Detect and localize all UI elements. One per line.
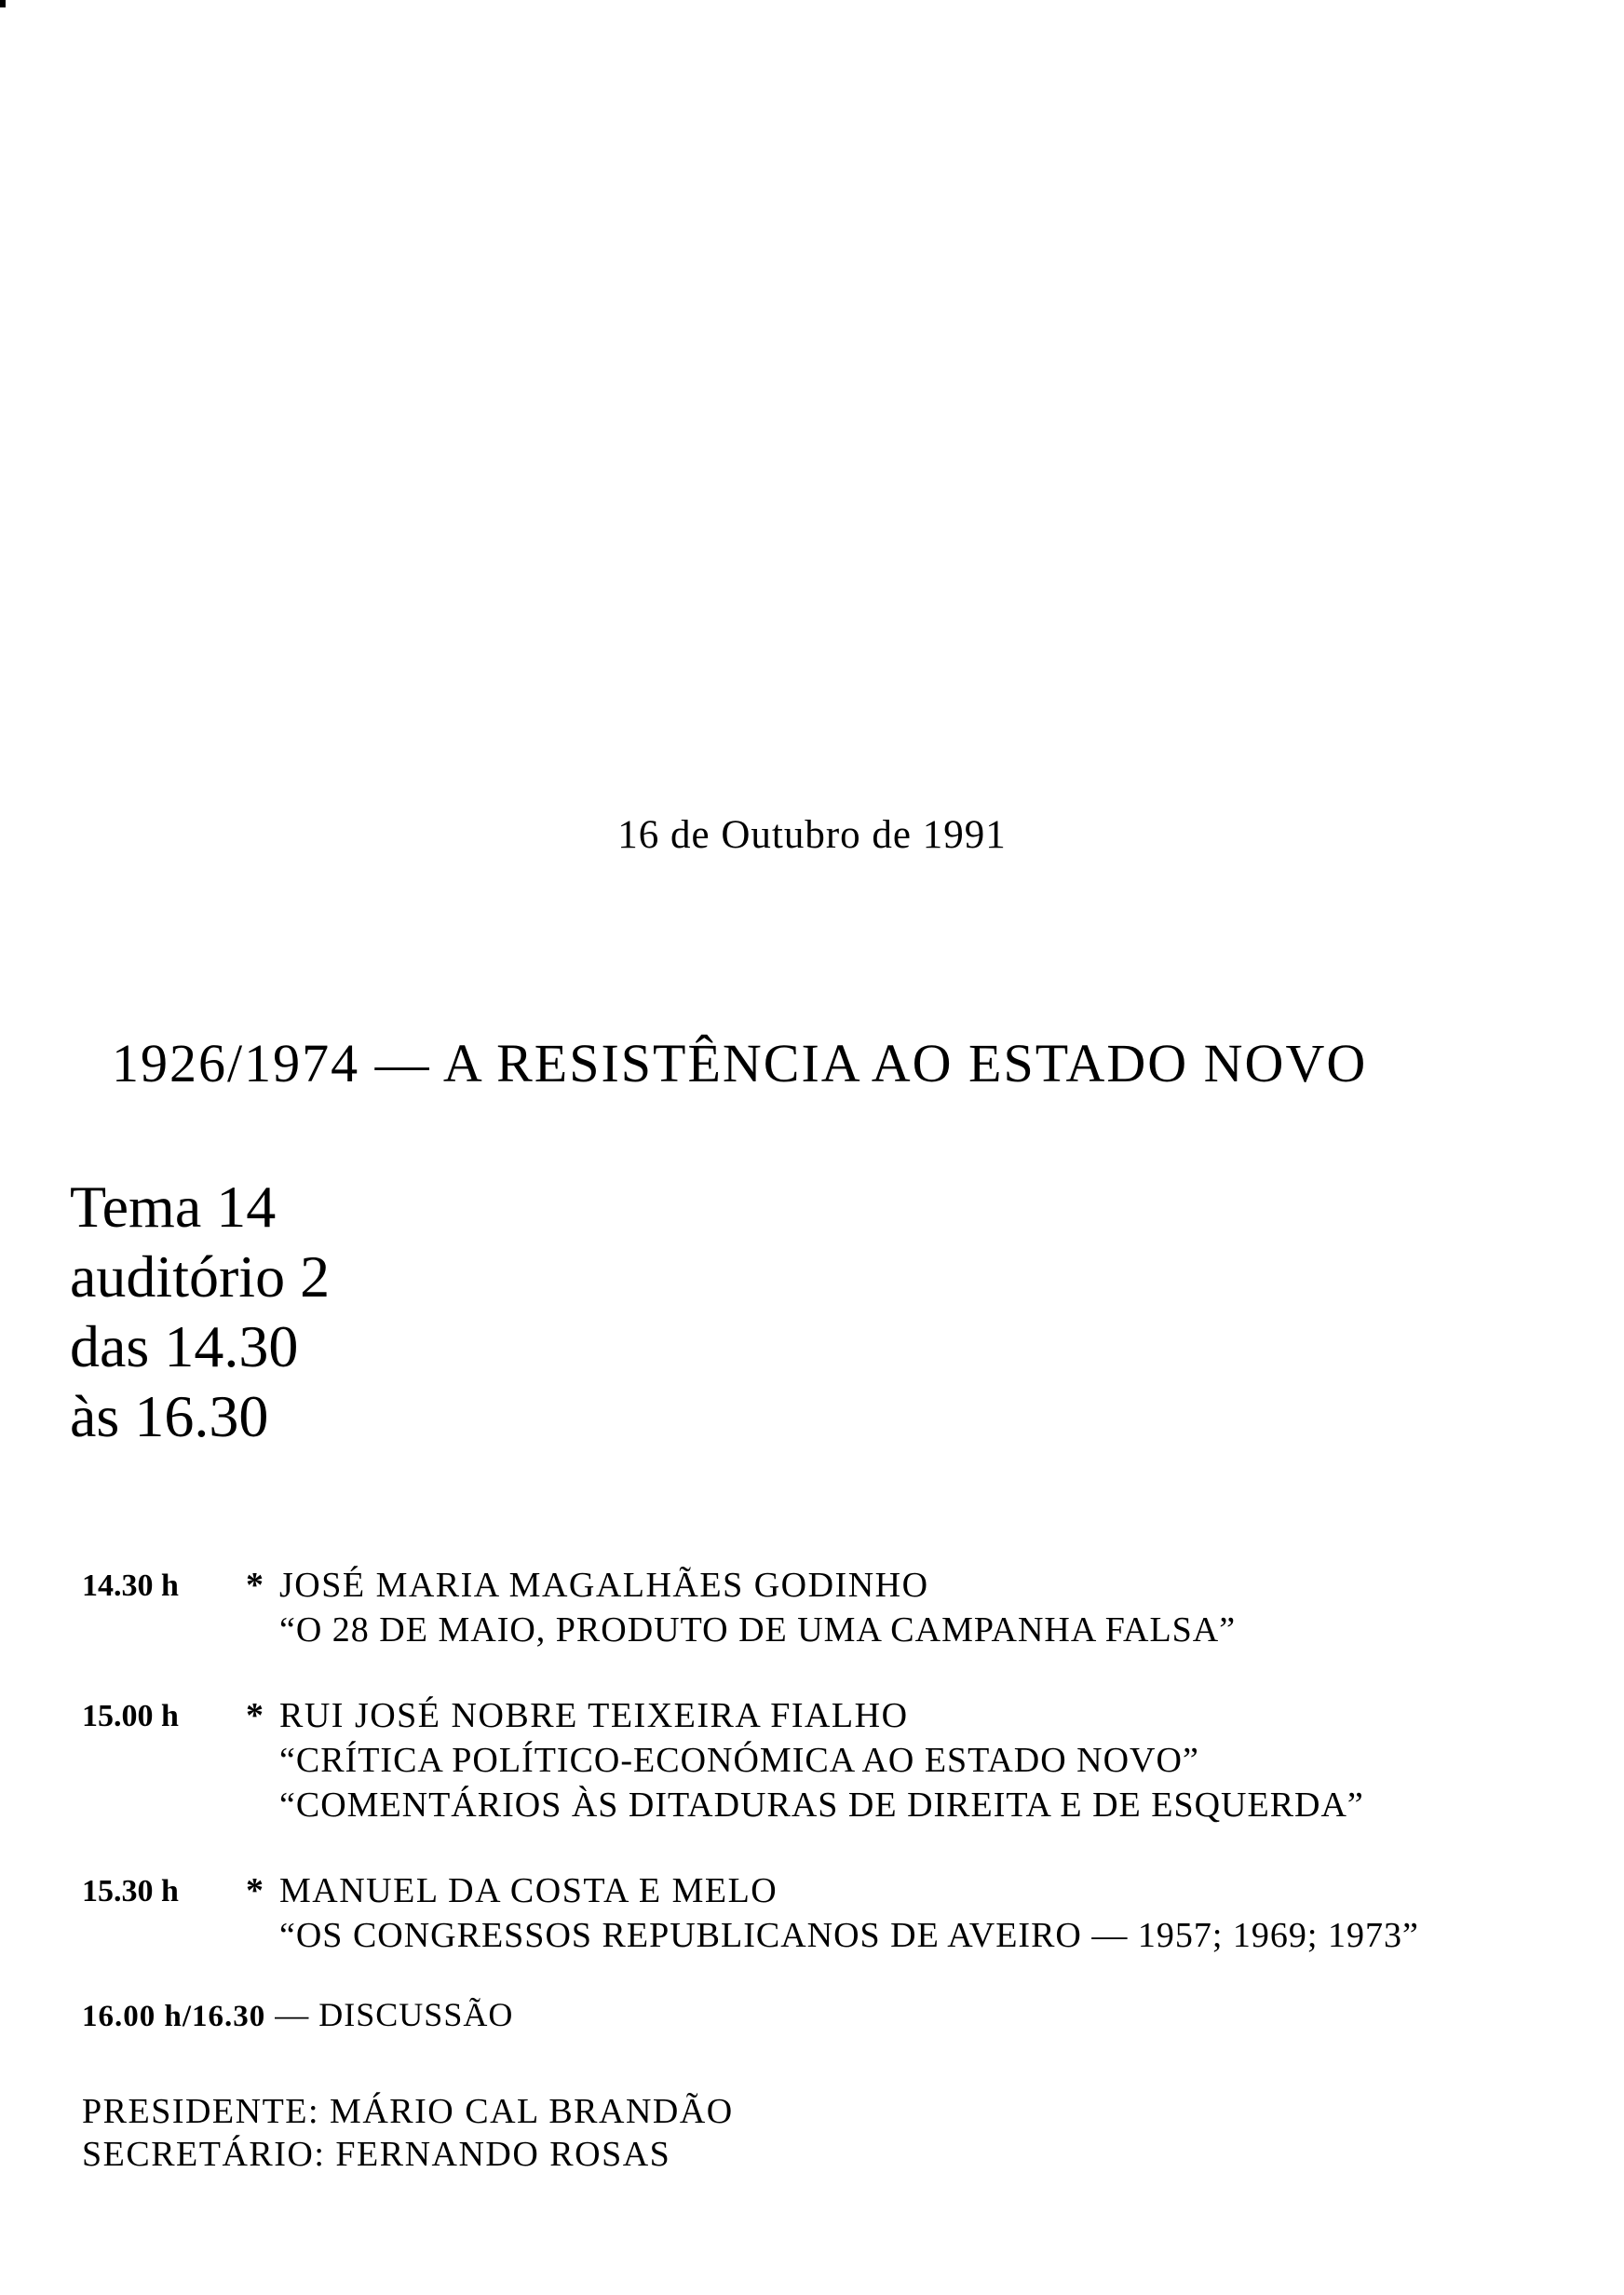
- discussion-label: — DISCUSSÃO: [275, 1996, 514, 2033]
- slot-time: 15.30 h: [82, 1874, 179, 1908]
- speaker-name: * RUI JOSÉ NOBRE TEIXEIRA FIALHO: [246, 1693, 1572, 1738]
- talk-title: “COMENTÁRIOS ÀS DITADURAS DE DIREITA E DE ESQUERDA”: [279, 1786, 1364, 1825]
- session-info: [70, 1172, 330, 1451]
- slot-time: 15.00 h: [82, 1699, 179, 1733]
- discussion-slot: [82, 1995, 1572, 2034]
- session-theme: Tema 14: [70, 1174, 277, 1240]
- bullet-icon: *: [246, 1871, 265, 1910]
- session-room: auditório 2: [70, 1243, 331, 1310]
- page-title: 1926/1974 — A RESISTÊNCIA AO ESTADO NOVO: [112, 1033, 1368, 1093]
- bullet-icon: *: [246, 1566, 265, 1605]
- scan-corner-mark: [0, 0, 6, 7]
- session-start: das 14.30: [70, 1313, 299, 1379]
- session-end: às 16.30: [70, 1383, 269, 1449]
- schedule-slot: [82, 1868, 1572, 1958]
- president: PRESIDENTE: MÁRIO CAL BRANDÃO: [82, 2092, 734, 2131]
- talk-title: “O 28 DE MAIO, PRODUTO DE UMA CAMPANHA FALSA”: [279, 1610, 1237, 1650]
- talk-title: “CRÍTICA POLÍTICO-ECONÓMICA AO ESTADO NOVO”: [279, 1741, 1199, 1780]
- talk-title: “OS CONGRESSOS REPUBLICANOS DE AVEIRO — 1957; 1969; 1973”: [279, 1916, 1419, 1955]
- event-date: 16 de Outubro de 1991: [617, 813, 1007, 857]
- schedule-slot: [82, 1693, 1572, 1827]
- schedule: [82, 1563, 1572, 2176]
- session-officers: [82, 2090, 1572, 2176]
- secretary: SECRETÁRIO: FERNANDO ROSAS: [82, 2135, 671, 2174]
- speaker-name: * JOSÉ MARIA MAGALHÃES GODINHO: [246, 1563, 1572, 1608]
- discussion-time: 16.00 h/16.30: [82, 2000, 266, 2033]
- bullet-icon: *: [246, 1696, 265, 1735]
- speaker-name: * MANUEL DA COSTA E MELO: [246, 1868, 1572, 1913]
- schedule-slot: [82, 1563, 1572, 1652]
- slot-time: 14.30 h: [82, 1568, 179, 1603]
